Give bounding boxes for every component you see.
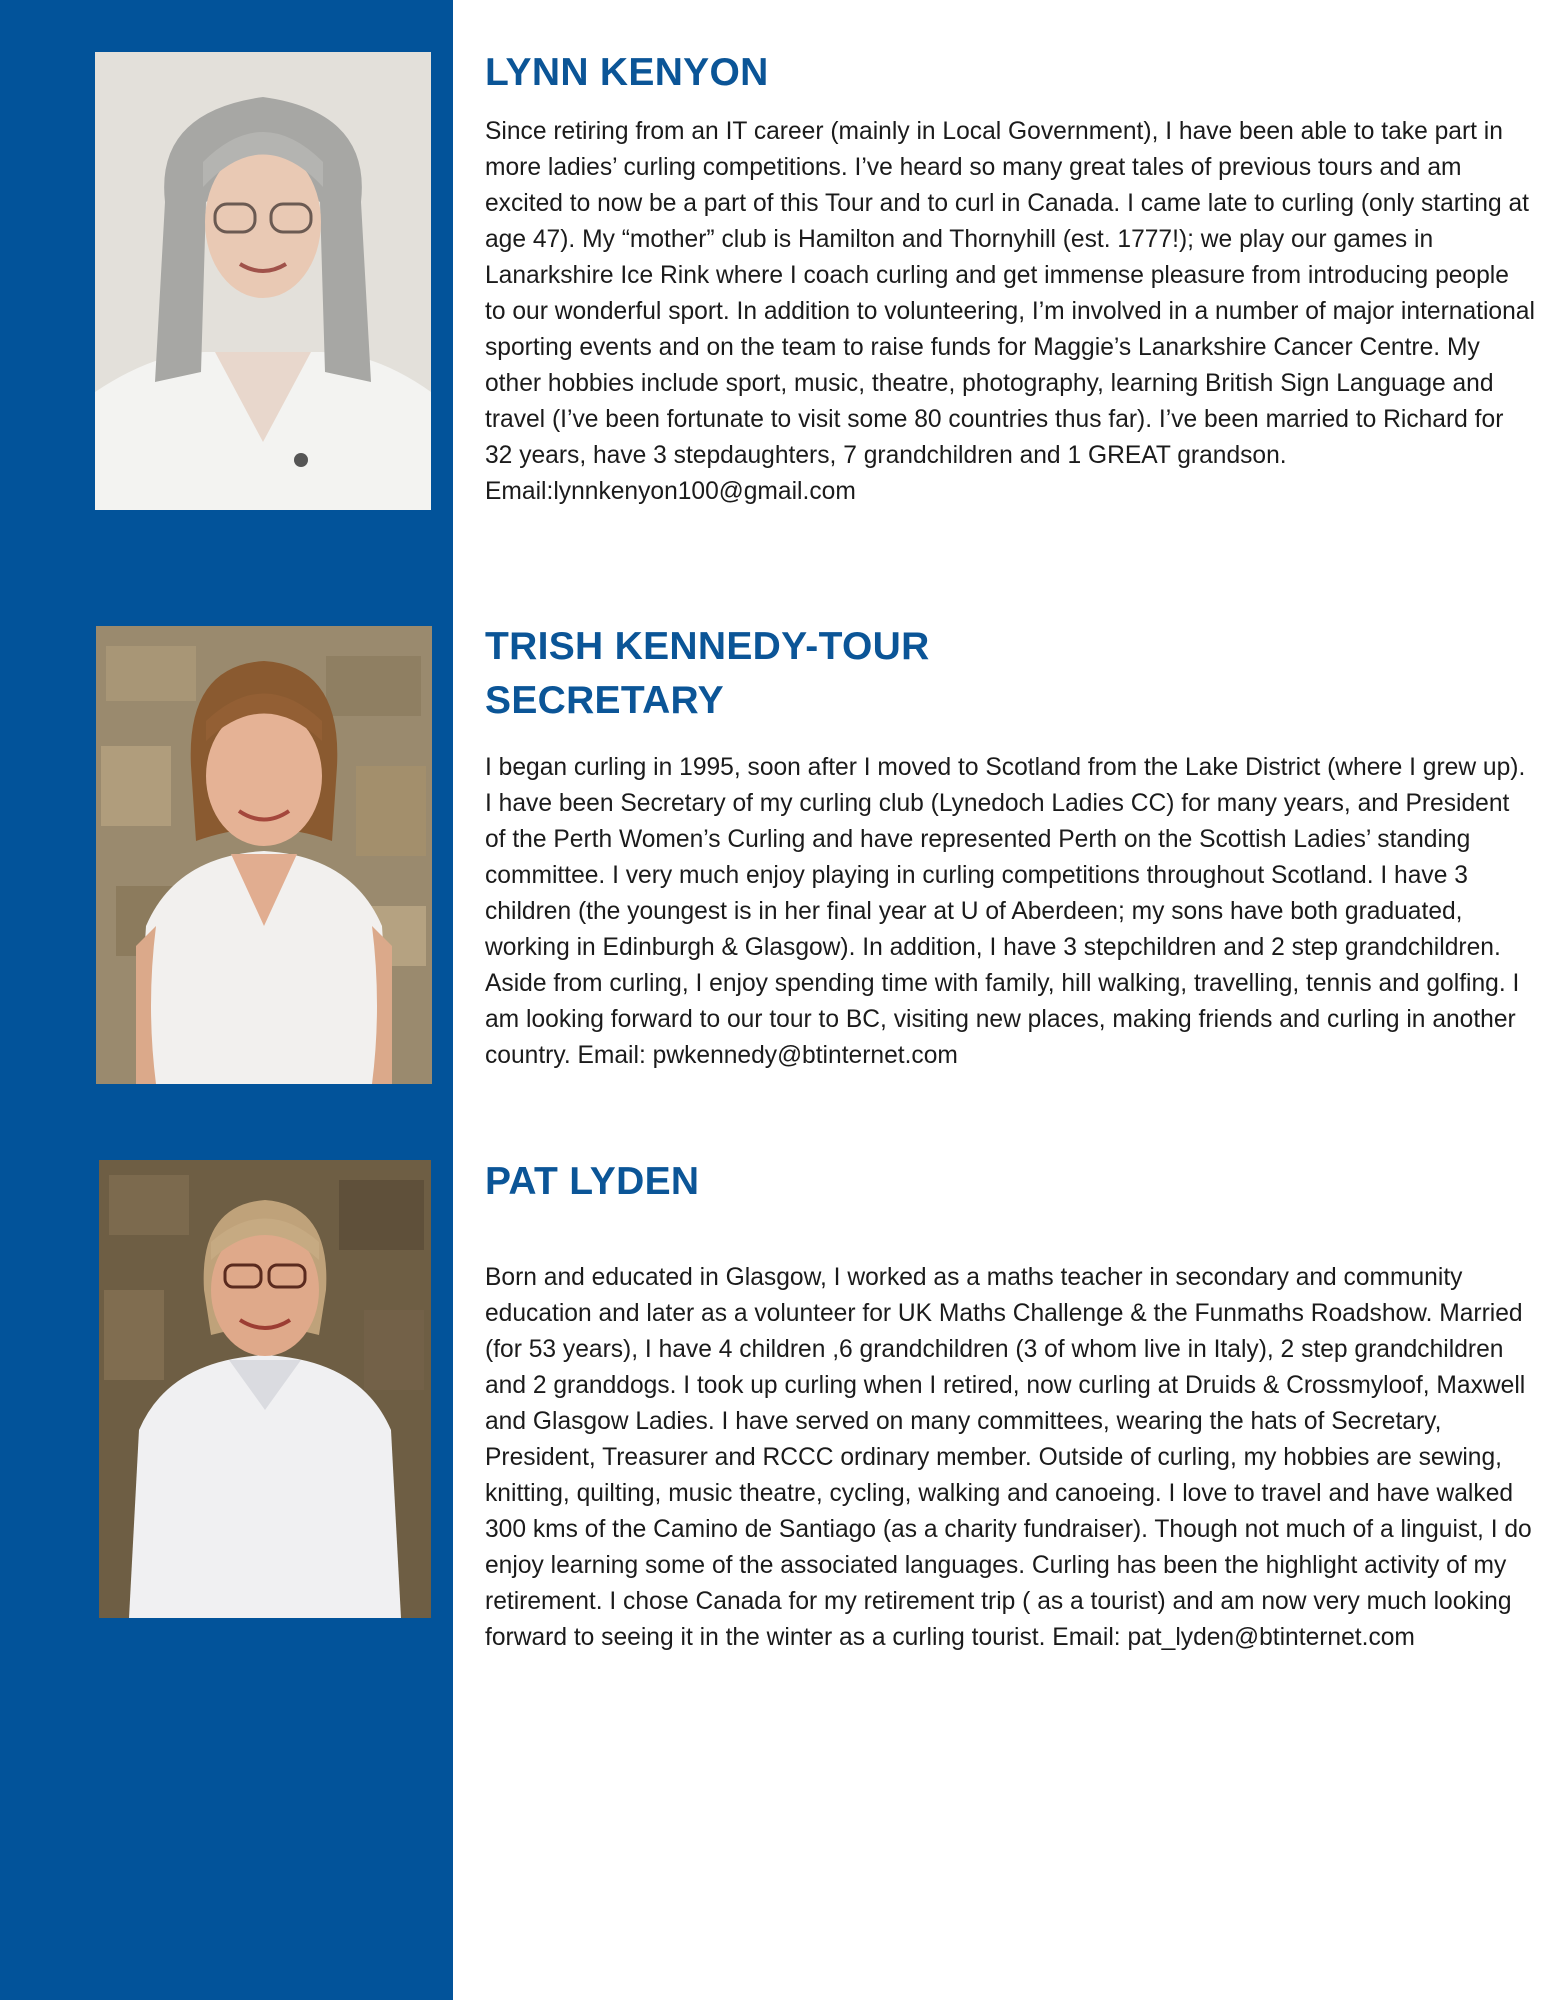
person-name: [485, 620, 1535, 728]
person-bio: Born and educated in Glasgow, I worked as a maths teacher in secondary and community education and later as a volunteer for UK Maths Challenge & the Funmaths Roadshow. Married (for 53 years), I have 4 children ,6 grandchildren (3 of whom live in Italy), 2 step grandchildren and 2 granddogs. I took up curling when I retired, now curling at Druids & Crossmyloof, Maxwell and Glasgow Ladies. I have served on many committees, wearing the hats of Secretary, President, Treasurer and RCCC ordinary member. Outside of curling, my hobbies are sewing, knitting, quilting, music theatre, cycling, walking and canoeing. I love to travel and have walked 300 kms of the Camino de Santiago (as a charity fundraiser). Though not much of a linguist, I do enjoy learning some of the associated languages. Curling has been the highlight activity of my retirement. I chose Canada for my retirement trip ( as a tourist) and am now very much looking forward to seeing it in the winter as a curling tourist. Email: pat_lyden@btinternet.com: [485, 1264, 1532, 1651]
bio-lynn-kenyon: [485, 46, 1535, 510]
person-name-line-2: SECRETARY: [485, 679, 724, 722]
person-name-line-1: TRISH KENNEDY-TOUR: [485, 625, 930, 668]
bio-pat-lyden: [485, 1155, 1535, 1656]
portrait-photo-trish-kennedy: [96, 626, 432, 1084]
person-name: LYNN KENYON: [485, 51, 769, 94]
portrait-photo-lynn-kenyon: [95, 52, 431, 510]
person-name: PAT LYDEN: [485, 1160, 700, 1203]
person-bio: I began curling in 1995, soon after I moved to Scotland from the Lake District (where I grew up). I have been Secretary of my curling club (Lynedoch Ladies CC) for many years, and President of the Perth Women’s Curling and have represented Perth on the Scottish Ladies’ standing committee. I very much enjoy playing in curling competitions throughout Scotland. I have 3 children (the youngest is in her final year at U of Aberdeen; my sons have both graduated, working in Edinburgh & Glasgow). In addition, I have 3 stepchildren and 2 step grandchildren. Aside from curling, I enjoy spending time with family, hill walking, travelling, tennis and golfing. I am looking forward to our tour to BC, visiting new places, making friends and curling in another country. Email: pwkennedy@btinternet.com: [485, 754, 1526, 1069]
bio-trish-kennedy: [485, 620, 1535, 1074]
person-bio: Since retiring from an IT career (mainly in Local Government), I have been able to take part in more ladies’ curling competitions. I’ve heard so many great tales of previous tours and am excited to now be a part of this Tour and to curl in Canada. I came late to curling (only starting at age 47). My “mother” club is Hamilton and Thornyhill (est. 1777!); we play our games in Lanarkshire Ice Rink where I coach curling and get immense pleasure from introducing people to our wonderful sport. In addition to volunteering, I’m involved in a number of major international sporting events and on the team to raise funds for Maggie’s Lanarkshire Cancer Centre. My other hobbies include sport, music, theatre, photography, learning British Sign Language and travel (I’ve been fortunate to visit some 80 countries thus far). I’ve been married to Richard for 32 years, have 3 stepdaughters, 7 grandchildren and 1 GREAT grandson. Email:lynnkenyon100@gmail.com: [485, 118, 1535, 505]
portrait-photo-pat-lyden: [99, 1160, 431, 1618]
